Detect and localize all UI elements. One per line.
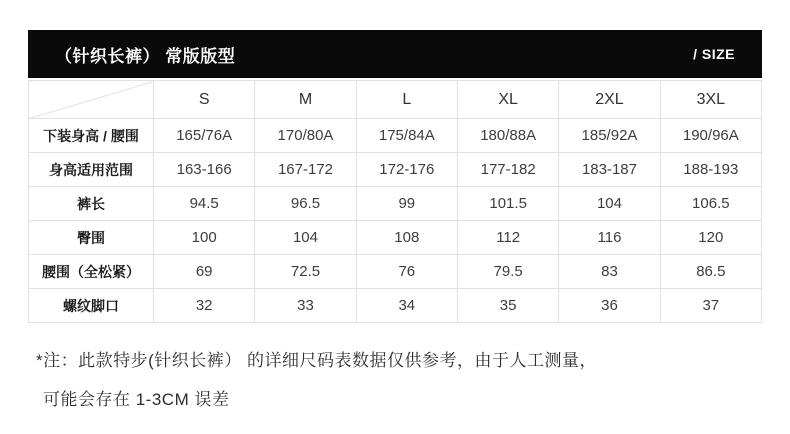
row-label: 下装身高 / 腰围 [29, 119, 154, 153]
diagonal-corner-cell [29, 81, 154, 119]
table-row-height-range [29, 153, 762, 187]
table-cell: 163-166 [154, 153, 255, 187]
table-cell: 106.5 [660, 187, 761, 221]
table-cell: 165/76A [154, 119, 255, 153]
table-cell: 167-172 [255, 153, 356, 187]
title-bar [28, 30, 762, 78]
size-table [28, 80, 762, 323]
table-cell: 96.5 [255, 187, 356, 221]
row-label: 螺纹脚口 [29, 289, 154, 323]
table-cell: 100 [154, 221, 255, 255]
table-cell: 175/84A [356, 119, 457, 153]
table-cell: 37 [660, 289, 761, 323]
table-cell: 35 [457, 289, 558, 323]
table-cell: 108 [356, 221, 457, 255]
table-cell: 101.5 [457, 187, 558, 221]
table-cell: 94.5 [154, 187, 255, 221]
table-cell: 172-176 [356, 153, 457, 187]
column-header-xl: XL [457, 81, 558, 119]
table-cell: 104 [559, 187, 660, 221]
row-label: 臀围 [29, 221, 154, 255]
row-label: 裤长 [29, 187, 154, 221]
page-title: （针织长裤） 常版版型 [55, 46, 236, 66]
table-cell: 190/96A [660, 119, 761, 153]
footnote-line2: 可能会存在 1-3CM 误差 [43, 390, 230, 409]
table-cell: 99 [356, 187, 457, 221]
table-cell: 83 [559, 255, 660, 289]
table-row-pants-length [29, 187, 762, 221]
column-header-2xl: 2XL [559, 81, 660, 119]
row-label: 腰围（全松紧） [29, 255, 154, 289]
table-cell: 79.5 [457, 255, 558, 289]
table-row-ribbed-cuff [29, 289, 762, 323]
footnote [36, 341, 597, 419]
table-row-hip [29, 221, 762, 255]
table-cell: 76 [356, 255, 457, 289]
table-cell: 185/92A [559, 119, 660, 153]
table-cell: 86.5 [660, 255, 761, 289]
table-cell: 177-182 [457, 153, 558, 187]
table-cell: 32 [154, 289, 255, 323]
row-label: 身高适用范围 [29, 153, 154, 187]
column-header-3xl: 3XL [660, 81, 761, 119]
size-label: / SIZE [693, 46, 735, 62]
table-cell: 34 [356, 289, 457, 323]
table-row-height-waist [29, 119, 762, 153]
table-row-waist-elastic [29, 255, 762, 289]
table-cell: 112 [457, 221, 558, 255]
column-header-s: S [154, 81, 255, 119]
table-cell: 72.5 [255, 255, 356, 289]
table-cell: 33 [255, 289, 356, 323]
table-cell: 180/88A [457, 119, 558, 153]
table-cell: 69 [154, 255, 255, 289]
table-cell: 116 [559, 221, 660, 255]
table-cell: 36 [559, 289, 660, 323]
table-cell: 183-187 [559, 153, 660, 187]
column-header-m: M [255, 81, 356, 119]
table-header-row [29, 81, 762, 119]
table-cell: 170/80A [255, 119, 356, 153]
column-header-l: L [356, 81, 457, 119]
table-cell: 104 [255, 221, 356, 255]
footnote-line1: *注：此款特步(针织长裤） 的详细尺码表数据仅供参考，由于人工测量， [36, 351, 597, 370]
table-cell: 188-193 [660, 153, 761, 187]
table-cell: 120 [660, 221, 761, 255]
